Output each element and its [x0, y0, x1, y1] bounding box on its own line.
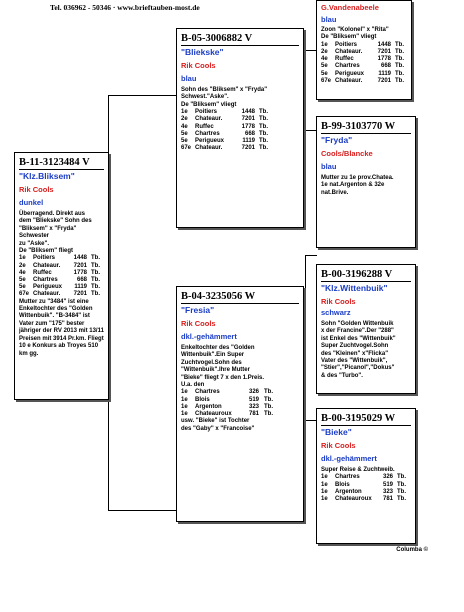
info-line: "Stier","Picanol","Dokus" — [321, 365, 395, 372]
info-line: De "Bliksem" vliegt — [181, 101, 237, 108]
owner-name: Rik Cools — [181, 61, 216, 70]
info-line: Zoon "Kolonel" x "Rita" — [321, 27, 389, 33]
info-line: des "Gaby" x "Francoise" — [181, 425, 255, 432]
ring-number: B-04-3235056 W — [181, 291, 299, 304]
info-text-2 — [181, 418, 299, 433]
info-line: Schwest."Aske". — [181, 94, 229, 101]
info-line: Zuchtvogel.Sohn des — [181, 359, 242, 366]
result-row: 1e Chartres 326 Tb. — [181, 389, 273, 396]
pedigree-card-grandsire-1 — [316, 0, 412, 100]
result-row: 2e Chateaur. 7201 Tb. — [19, 262, 100, 269]
pigeon-name: "Bieke" — [321, 427, 352, 437]
info-line: dem "Bliekske" Sohn des — [19, 218, 92, 225]
ring-number: B-00-3196288 V — [321, 269, 411, 282]
result-row: 5e Perigueux 1119 Tb. — [19, 284, 100, 291]
pigeon-name: "Klz.Wittenbuik" — [321, 283, 388, 293]
connector-line — [305, 95, 306, 130]
ring-number: B-05-3006882 V — [181, 33, 299, 46]
info-text — [321, 27, 407, 42]
info-line: Super Zuchtvogel.Sohn — [321, 343, 389, 350]
info-line: Mutter zu "3484" ist eine — [19, 298, 89, 305]
result-row: 1e Poitiers 1448 Tb. — [19, 255, 100, 262]
info-line: zu "Aske". — [19, 240, 50, 247]
info-line: Überragend. Direkt aus — [19, 211, 86, 217]
info-line: Sohn des "Bliksem" x "Fryda" — [181, 87, 268, 93]
result-row: 2e Chateaur. 7201 Tb. — [181, 116, 268, 123]
result-row: 1e Poitiers 1448 Tb. — [181, 109, 268, 116]
connector-line — [108, 95, 176, 96]
info-line: des "Kleinen" x"Flicka" — [321, 350, 389, 357]
info-line: Vater zum "175" bester — [19, 320, 85, 327]
connector-line — [305, 255, 306, 310]
pigeon-name: "Bliekske" — [181, 47, 224, 57]
results-table — [181, 109, 268, 152]
info-line: 1e nat.Argenton & 32e — [321, 182, 385, 189]
results-table — [321, 474, 406, 503]
info-text — [321, 321, 411, 380]
result-row: 1e Chateauroux 781 Tb. — [181, 411, 273, 418]
feather-color: dkl.-gehämmert — [181, 332, 237, 341]
result-row: 4e Ruffec 1778 Tb. — [19, 269, 100, 276]
info-text-2 — [19, 299, 104, 358]
info-line: Wittenbuik". "B-3484" ist — [19, 313, 90, 320]
owner-name: Rik Cools — [321, 297, 356, 306]
owner-name: Cools/Blancke — [321, 149, 373, 158]
info-text — [321, 467, 411, 474]
ring-number: B-00-3195029 W — [321, 413, 411, 426]
connector-line — [305, 255, 317, 256]
result-row: 1e Chateauroux 781 Tb. — [321, 496, 406, 503]
connector-line — [305, 50, 306, 95]
owner-name: Rik Cools — [19, 185, 54, 194]
info-line: 10 e Konkurs ab Troyes 510 — [19, 343, 99, 350]
owner-name: G.Vandenabeele — [321, 3, 379, 12]
feather-color: blau — [321, 15, 337, 24]
result-row: 67e Chateaur. 7201 Tb. — [181, 145, 268, 152]
ring-number: B-11-3123484 V — [19, 157, 104, 170]
feather-color: blau — [181, 74, 197, 83]
info-text — [321, 175, 411, 197]
results-table — [321, 42, 404, 85]
info-line: De "Bliksem" vliegt — [321, 34, 377, 41]
result-row: 67e Chateaur. 7201 Tb. — [321, 77, 404, 84]
result-row: 67e Chateaur. 7201 Tb. — [19, 291, 100, 298]
info-line: "Bliksem" x "Fryda" Schwester — [19, 225, 77, 240]
info-line: Mutter zu 1e prov.Chatea. — [321, 175, 394, 181]
info-line: ist Enkel des "Wittenbuik" — [321, 335, 396, 342]
result-row: 5e Chartres 668 Tb. — [181, 130, 268, 137]
pedigree-card-granddam-2 — [316, 408, 416, 544]
pedigree-card-grandsire-2 — [316, 264, 416, 394]
info-line: usw. "Bieke" ist Tochter — [181, 418, 250, 425]
result-row: 1e Argenton 323 Tb. — [321, 488, 406, 495]
result-row: 1e Blois 519 Tb. — [321, 481, 406, 488]
info-line: Wittenbuik".Ein Super — [181, 352, 245, 359]
info-line: & des "Turbo". — [321, 372, 363, 379]
result-row: 1e Chartres 326 Tb. — [321, 474, 406, 481]
info-line: nat.Brive. — [321, 189, 349, 196]
info-line: "Bieke" fliegt 7 x den 1.Preis. — [181, 374, 265, 381]
info-line: km gg. — [19, 350, 39, 357]
info-line: Enkeltochter des "Golden — [181, 345, 255, 351]
feather-color: dkl.-gehämmert — [321, 454, 377, 463]
info-line: Super Reise & Zuchtweib. — [321, 467, 395, 473]
pigeon-name: "Fryda" — [321, 135, 353, 145]
info-line: "Wittenbuik".Ihre Mutter — [181, 367, 250, 374]
ring-number: B-99-3103770 W — [321, 121, 411, 134]
info-line: Sohn "Golden Wittenbuik — [321, 321, 394, 327]
results-table — [19, 255, 100, 298]
info-line: jähriger der RV 2013 mit 13/11 — [19, 328, 104, 335]
info-text — [181, 345, 299, 389]
info-line: x der Francine".Der "288" — [321, 328, 394, 335]
info-text — [181, 87, 299, 109]
feather-color: dunkel — [19, 198, 44, 207]
info-text — [19, 211, 104, 255]
info-line: Preisen mit 3914 Pr.km. Fliegt — [19, 335, 104, 342]
connector-line — [108, 400, 109, 510]
result-row: 5e Perigueux 1119 Tb. — [181, 138, 268, 145]
info-line: Vater des "Wittenbuik", — [321, 358, 388, 365]
result-row: 5e Chartres 668 Tb. — [321, 63, 404, 70]
connector-line — [108, 510, 176, 511]
info-line: De "Bliksem" fliegt — [19, 248, 74, 255]
pigeon-name: "Fresia" — [181, 305, 215, 315]
info-line: U.a. den — [181, 382, 205, 389]
result-row: 1e Blois 519 Tb. — [181, 396, 273, 403]
info-line: Enkeltochter des "Golden — [19, 306, 93, 313]
pedigree-card-subject — [14, 152, 109, 400]
result-row: 4e Ruffec 1778 Tb. — [321, 56, 404, 63]
results-table — [181, 389, 273, 418]
result-row: 4e Ruffec 1778 Tb. — [181, 123, 268, 130]
result-row: 1e Poitiers 1448 Tb. — [321, 41, 404, 48]
feather-color: schwarz — [321, 308, 351, 317]
feather-color: blau — [321, 162, 337, 171]
owner-name: Rik Cools — [181, 319, 216, 328]
pedigree-card-dam — [176, 286, 304, 522]
owner-name: Rik Cools — [321, 441, 356, 450]
pedigree-card-granddam-1 — [316, 116, 416, 248]
pigeon-name: "Klz.Bliksem" — [19, 171, 75, 181]
footer-brand: Columba © — [396, 547, 428, 553]
result-row: 5e Perigueux 1119 Tb. — [321, 70, 404, 77]
result-row: 2e Chateaur. 7201 Tb. — [321, 49, 404, 56]
pedigree-card-sire — [176, 28, 304, 228]
result-row: 1e Argenton 323 Tb. — [181, 403, 273, 410]
header-contact: Tel. 036962 - 50346 · www.brieftauben-most.de — [50, 3, 200, 12]
connector-line — [305, 310, 306, 420]
result-row: 5e Chartres 668 Tb. — [19, 277, 100, 284]
